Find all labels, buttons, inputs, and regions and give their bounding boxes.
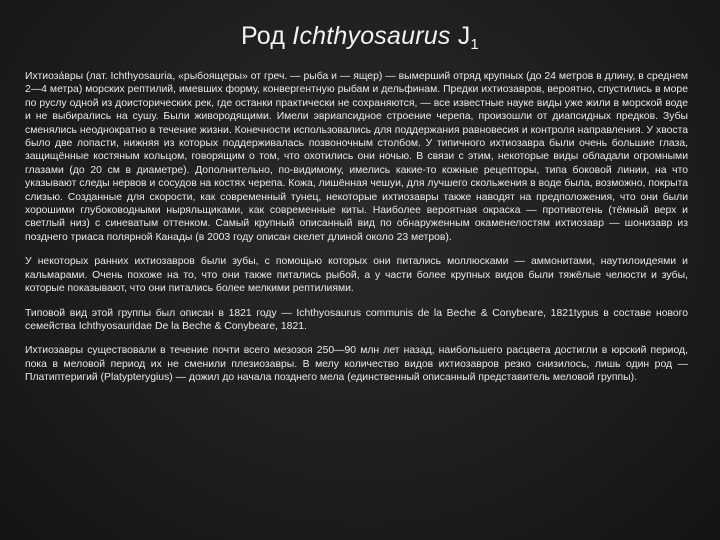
slide-body: [25, 70, 688, 396]
paragraph-history: Ихтиозавры существовали в течение почти всего мезозоя 250—90 млн лет назад, наибольшего расцвета достигли в юрский период, пока в меловой период их не сменили плезиозавры. В мелу количество видов ихтиозавров резко снизилось, лишь один род — Платиптеригий (Platypterygius) — дожил до начала позднего мела (единственный описанный представитель меловой группы).: [25, 345, 688, 384]
title-author: J: [450, 22, 471, 50]
title-genus: Ichthyosaurus: [292, 22, 451, 50]
paragraph-description: Ихтиоза́вры (лат. Ichthyosauria, «рыбоящеры» от греч. — рыба и — ящер) — вымерший отряд крупных (до 24 метров в длину, в среднем 2—4 метра) морских рептилий, имевших форму, конвергентную рыбам и дельфинам. Предки ихтиозавров, вероятно, спустились в море по руслу одной из доисторических рек, где останки практически не сохраняются, — все известные науке виды уже жили в морской воде и не выбирались на сушу. Были живородящими. Имели эвриапсидное строение черепа, произошли от диапсидных предков. Зубы сменялись неоднократно в течение жизни. Конечности использовались для поддержания равновесия и контроля направления. У хвоста было две лопасти, нижняя из которых поддерживалась позвоночным столбом. У типичного ихтиозавра были очень большие глаза, защищённые костяным кольцом, говорящим о том, что охотились они ночью. В связи с этим, некоторые виды обладали огромными глазами (до 20 см в диаметре). Дополнительно, по-видимому, имелись какие-то кожные рецепторы, типа боковой линии, на что указывают следы нервов и сосудов на костях черепа. Кожа, лишённая чешуи, для лучшего скольжения в воде была, возможно, покрыта слизью. Созданные для скорости, как современный тунец, некоторые ихтиозавры также наводят на предположения, что они были хорошими глубоководными ныряльщиками, как современные киты. Наиболее вероятная окраска — противотень (тёмный верх и светлый низ) с синеватым оттенком. Самый крупный описанный вид по обнаруженным окаменелостям ихтиозавр — шонизавр из позднего триаса полярной Канады (в 2003 году описан скелет длиной около 23 метров).: [25, 71, 688, 243]
title-prefix: Род: [241, 22, 293, 50]
paragraph-diet: У некоторых ранних ихтиозавров были зубы, с помощью которых они питались моллюсками — аммонитами, наутилоидеями и кальмарами. Очень похоже на то, что они также питались рыбой, а у части более крупных видов были тяжёлые челюсти и зубы, которые показывают, что они питались более мелкими рептилиями.: [25, 256, 688, 295]
paragraph-type-species: Типовой вид этой группы был описан в 1821 году — Ichthyosaurus communis de la Beche & Conybeare, 1821typus в составе нового семейства Ichthyosauridae De la Beche & Conybeare, 1821.: [25, 307, 688, 332]
slide-title: [0, 22, 720, 53]
title-subscript: 1: [470, 36, 479, 53]
